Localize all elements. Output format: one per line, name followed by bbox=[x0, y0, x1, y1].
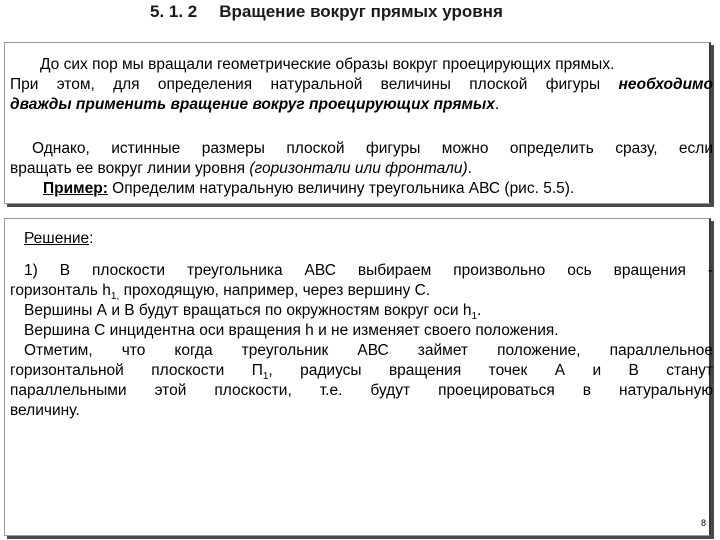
example-label: Пример: bbox=[43, 180, 108, 197]
example-text: Определим натуральную величину треугольника АВС (рис. 5.5). bbox=[112, 180, 575, 197]
intro-emphasis-2: дважды применить вращение вокруг проецирующих прямых bbox=[10, 96, 495, 113]
step1-line-2-end: проходящую, например, через вершину С. bbox=[119, 282, 431, 299]
step1-line-2-text: горизонталь h bbox=[10, 282, 111, 299]
note-line-2-text: горизонтальной плоскости П bbox=[10, 362, 263, 379]
section-title-text: Вращение вокруг прямых уровня bbox=[219, 2, 503, 21]
vertex-c-line: Вершина С инцидентна оси вращения h и не изменяет своего положения. bbox=[24, 322, 559, 339]
note-line-4: величину. bbox=[10, 402, 80, 419]
step1-line-1: 1) В плоскости треугольника АВС выбираем произвольно ось вращения - bbox=[24, 262, 713, 279]
intro-line-3-end: . bbox=[494, 96, 500, 113]
note-line-1: Отметим, что когда треугольник АВС займет положение, параллельное bbox=[24, 342, 713, 359]
note-subscript: 1 bbox=[262, 371, 269, 383]
solution-text-box bbox=[4, 218, 711, 536]
note-line-3: параллельными этой плоскости, т.е. будут проецироваться в натуральную bbox=[10, 382, 713, 399]
vertices-subscript: 1 bbox=[471, 311, 478, 323]
intro-line-2-text: При этом, для определения натуральной величины плоской фигуры bbox=[10, 76, 601, 93]
page-number: 8 bbox=[700, 518, 706, 528]
intro-line-2 bbox=[10, 75, 713, 95]
however-line-2-text: вращать ее вокруг линии уровня bbox=[10, 160, 246, 177]
vertices-end: . bbox=[477, 302, 482, 319]
intro-line-1: До сих пор мы вращали геометрические образы вокруг проецирующих прямых. bbox=[40, 56, 615, 73]
note-line-2-end: , радиусы вращения точек А и В станут bbox=[268, 362, 713, 379]
solution-colon: : bbox=[89, 230, 94, 247]
intro-line-3 bbox=[10, 95, 713, 115]
however-line-2 bbox=[10, 159, 713, 179]
step1-subscript: 1, bbox=[110, 291, 120, 303]
however-line-1: Однако, истинные размеры плоской фигуры можно определить сразу, если bbox=[32, 140, 713, 157]
however-italic: (горизонтали или фронтали) bbox=[249, 160, 468, 177]
solution-label: Решение bbox=[24, 230, 90, 247]
solution-heading bbox=[10, 229, 713, 249]
example-line bbox=[10, 179, 713, 199]
intro-text-box bbox=[4, 42, 711, 204]
however-line-2-end: . bbox=[467, 160, 472, 177]
intro-emphasis-1: необходимо bbox=[618, 76, 713, 93]
section-number: 5. 1. 2 bbox=[150, 2, 198, 21]
section-title bbox=[150, 2, 503, 22]
vertices-text: Вершины А и В будут вращаться по окружностям вокруг оси h bbox=[24, 302, 472, 319]
